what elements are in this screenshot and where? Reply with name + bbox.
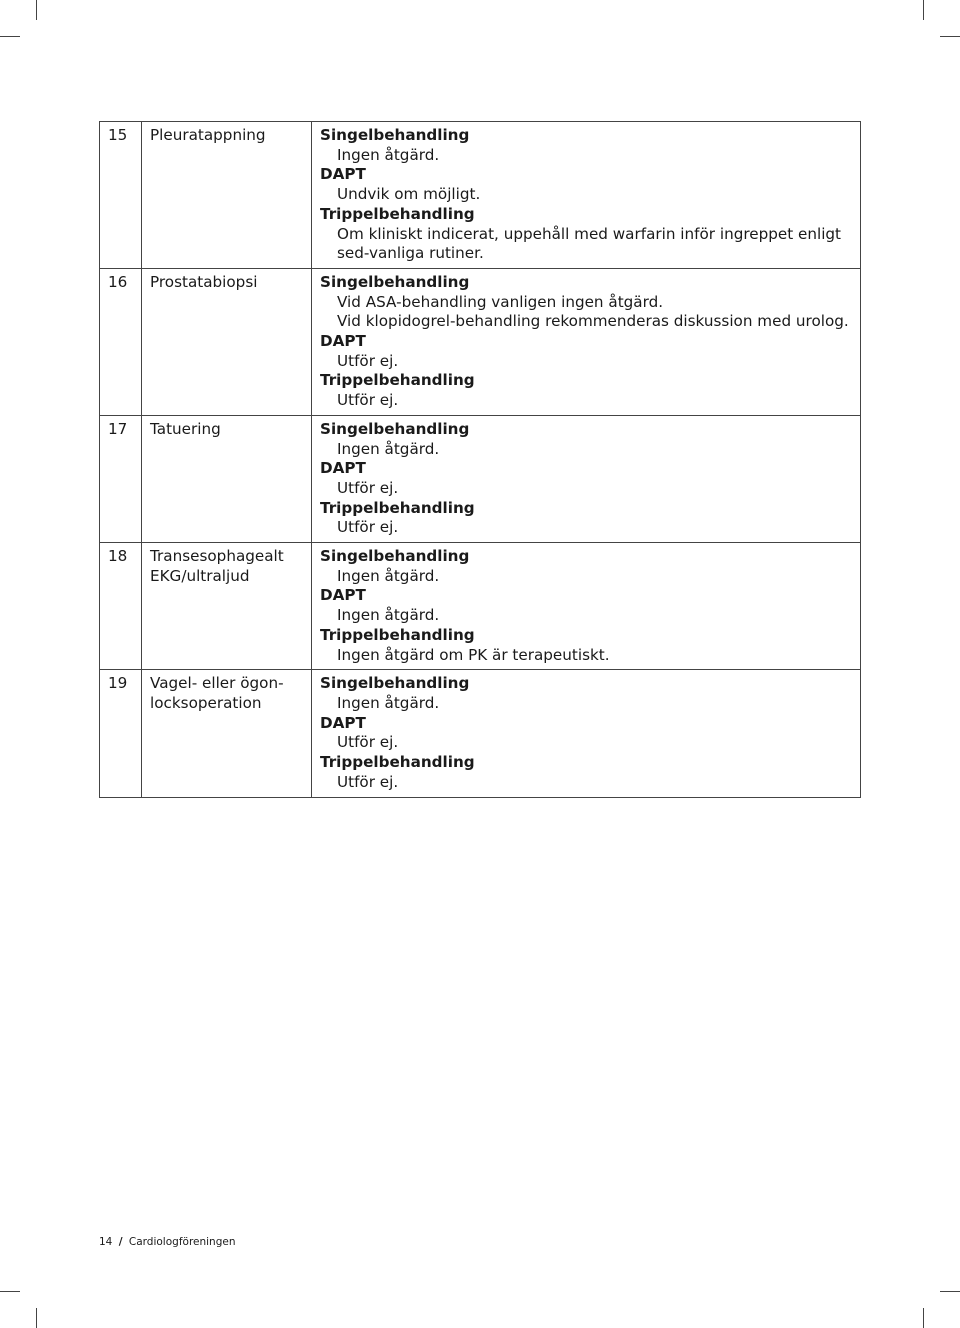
row-number: 18 (100, 543, 142, 670)
recommendation-cell (312, 122, 861, 269)
treatment-label: DAPT (320, 459, 366, 478)
treatment-advice: Ingen åtgärd. (337, 439, 440, 458)
procedure-name: Tatuering (142, 415, 312, 542)
page-footer (99, 1236, 236, 1248)
treatment-advice: Utför ej. (337, 733, 399, 752)
treatment-advice: Utför ej. (337, 391, 399, 410)
recommendation-cell (312, 543, 861, 670)
recommendation-cell (312, 415, 861, 542)
treatment-advice: Undvik om möjligt. (337, 185, 481, 204)
treatment-advice: Ingen åtgärd. (337, 566, 440, 585)
crop-mark (923, 0, 924, 20)
treatment-label: Trippelbehandling (320, 753, 475, 772)
treatment-advice: Utför ej. (337, 772, 399, 791)
procedure-name: Transesophagealt EKG/ultraljud (142, 543, 312, 670)
page-number: 14 (99, 1236, 113, 1248)
treatment-advice: Vid ASA-behandling vanligen ingen åtgärd. (337, 292, 664, 311)
row-number: 19 (100, 670, 142, 797)
procedure-name: Vagel- eller ögon-locksoperation (142, 670, 312, 797)
crop-mark (0, 36, 20, 37)
footer-separator: / (118, 1236, 123, 1248)
row-number: 16 (100, 268, 142, 415)
treatment-label: Singelbehandling (320, 419, 470, 438)
treatment-label: DAPT (320, 713, 366, 732)
procedure-name: Prostatabiopsi (142, 268, 312, 415)
crop-mark (36, 0, 37, 20)
treatment-label: Trippelbehandling (320, 625, 475, 644)
treatment-advice: Ingen åtgärd. (337, 145, 440, 164)
row-number: 17 (100, 415, 142, 542)
treatment-label: DAPT (320, 586, 366, 605)
treatment-advice: Vid klopidogrel-behandling rekommenderas diskussion med urolog. (337, 312, 849, 331)
treatment-advice: Ingen åtgärd om PK är terapeutiskt. (337, 645, 610, 664)
recommendation-cell (312, 670, 861, 797)
treatment-advice: Utför ej. (337, 518, 399, 537)
table-row (100, 122, 861, 269)
treatment-advice: Utför ej. (337, 478, 399, 497)
treatment-advice: Om kliniskt indicerat, uppehåll med warfarin inför ingreppet enligt sed-vanliga rutiner. (337, 224, 842, 263)
crop-mark (940, 1291, 960, 1292)
treatment-label: Trippelbehandling (320, 371, 475, 390)
procedure-name: Pleuratappning (142, 122, 312, 269)
crop-mark (36, 1308, 37, 1328)
table-row (100, 543, 861, 670)
row-number: 15 (100, 122, 142, 269)
treatment-advice: Ingen åtgärd. (337, 606, 440, 625)
table-row (100, 670, 861, 797)
treatment-label: Trippelbehandling (320, 498, 475, 517)
treatment-label: DAPT (320, 165, 366, 184)
treatment-label: Singelbehandling (320, 674, 470, 693)
treatment-label: Singelbehandling (320, 547, 470, 566)
treatment-advice: Utför ej. (337, 351, 399, 370)
publisher-name: Cardiologföreningen (128, 1236, 236, 1248)
treatment-label: Singelbehandling (320, 126, 470, 144)
table-row (100, 268, 861, 415)
crop-mark (940, 36, 960, 37)
crop-mark (0, 1291, 20, 1292)
crop-mark (923, 1308, 924, 1328)
treatment-label: Singelbehandling (320, 272, 470, 291)
treatment-advice: Ingen åtgärd. (337, 693, 440, 712)
procedure-table (99, 121, 861, 798)
treatment-label: DAPT (320, 332, 366, 351)
treatment-label: Trippelbehandling (320, 204, 475, 223)
recommendation-cell (312, 268, 861, 415)
table-row (100, 415, 861, 542)
